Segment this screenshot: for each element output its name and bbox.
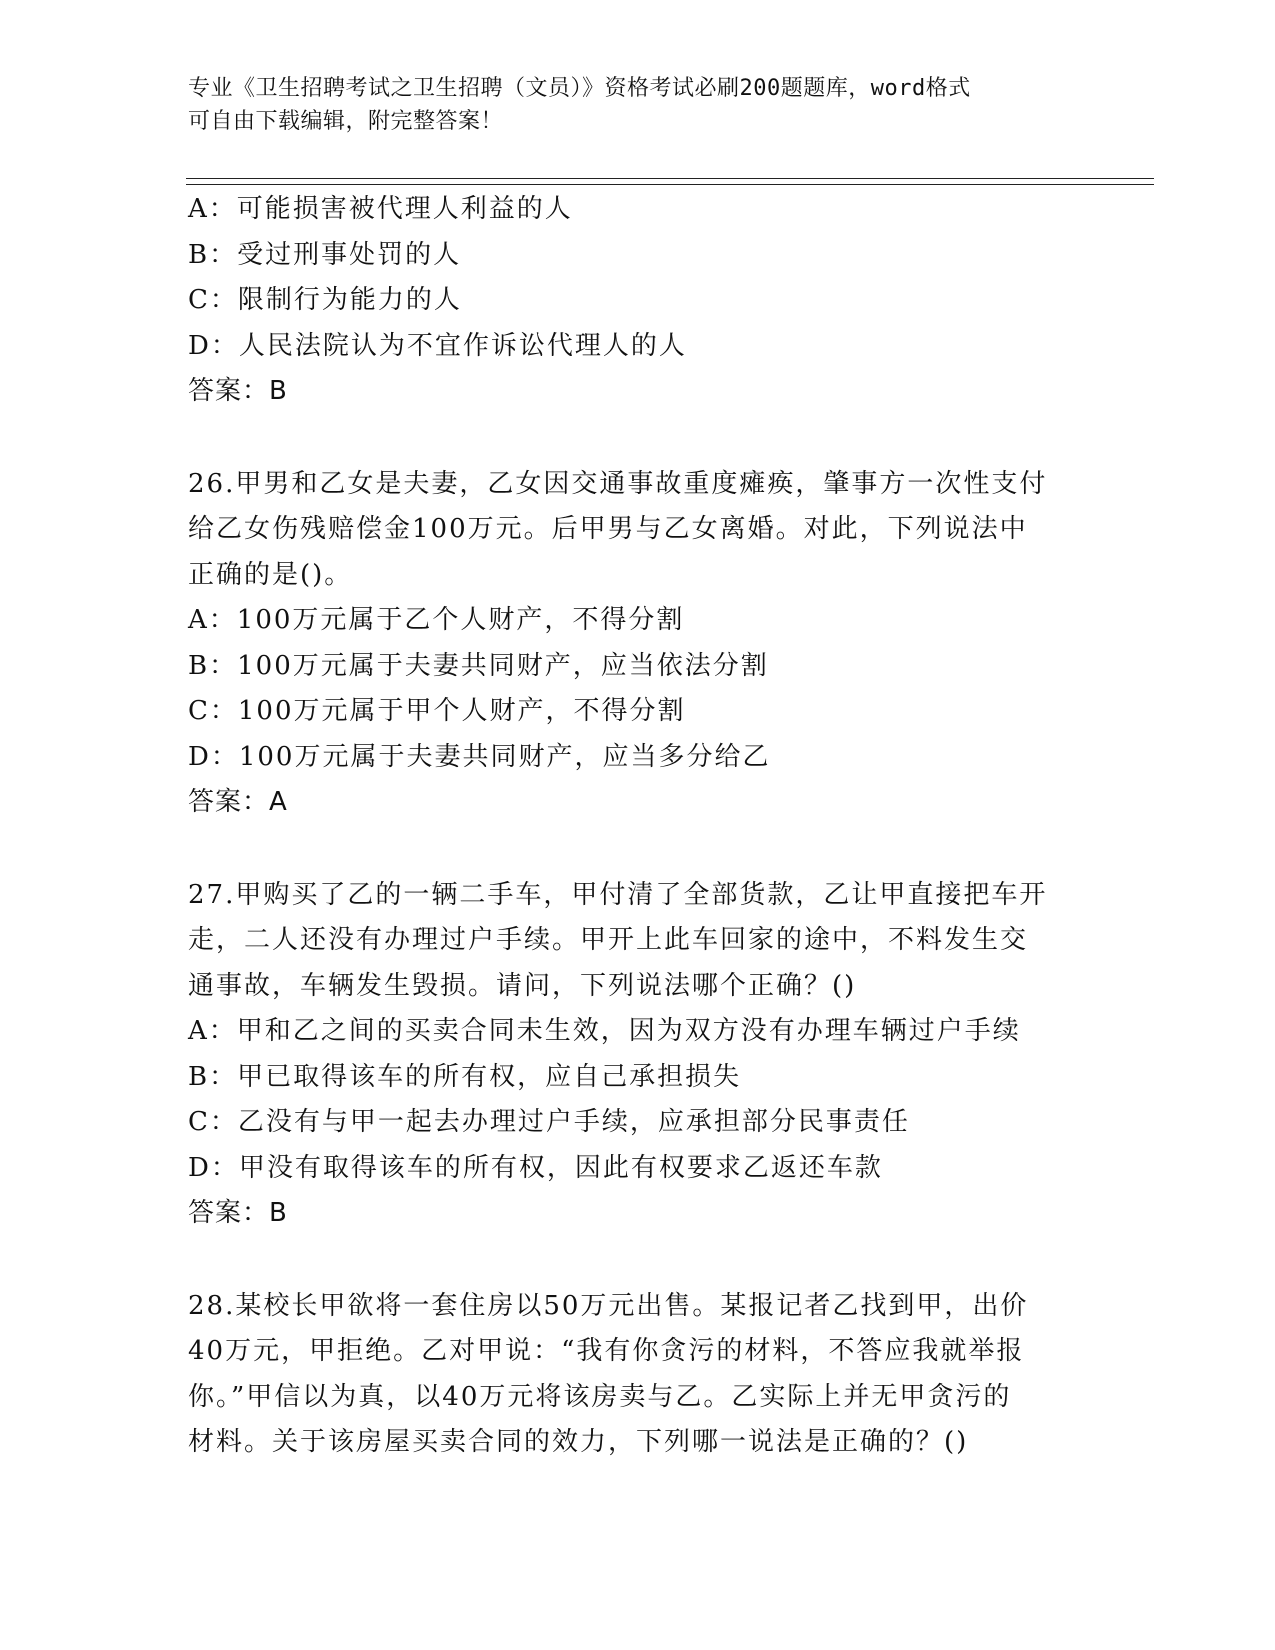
question-stem-line: 28.某校长甲欲将一套住房以50万元出售。某报记者乙找到甲，出价 xyxy=(188,1290,1029,1321)
header-divider-bottom xyxy=(186,184,1154,185)
question-stem-line: 通事故，车辆发生毁损。请问，下列说法哪个正确？() xyxy=(188,970,857,1001)
page-header xyxy=(188,72,1068,138)
question-stem-line: 走，二人还没有办理过户手续。甲开上此车回家的途中，不料发生交 xyxy=(188,925,1029,955)
question-27 xyxy=(188,873,1088,1237)
question-stem-line: 你。”甲信以为真，以40万元将该房卖与乙。乙实际上并无甲贪污的 xyxy=(188,1381,1012,1412)
question-stem-line: 27.甲购买了乙的一辆二手车，甲付清了全部货款，乙让甲直接把车开 xyxy=(188,879,1048,910)
document-body xyxy=(188,187,1088,1466)
question-28 xyxy=(188,1284,1088,1466)
option-a: A：甲和乙之间的买卖合同未生效，因为双方没有办理车辆过户手续 xyxy=(188,1016,1021,1046)
option-d: D：甲没有取得该车的所有权，因此有权要求乙返还车款 xyxy=(188,1152,883,1183)
option-c: C：限制行为能力的人 xyxy=(188,285,462,315)
option-b: B：甲已取得该车的所有权，应自己承担损失 xyxy=(188,1061,742,1092)
option-d: D：100万元属于夫妻共同财产，应当多分给乙 xyxy=(188,741,771,772)
answer-line: 答案：A xyxy=(188,787,288,817)
question-stem-line: 正确的是()。 xyxy=(188,559,353,590)
header-divider-top xyxy=(186,178,1154,179)
option-a: A：100万元属于乙个人财产，不得分割 xyxy=(188,605,685,635)
option-c: C：100万元属于甲个人财产，不得分割 xyxy=(188,696,686,726)
question-25-tail xyxy=(188,187,1088,415)
question-stem-line: 40万元，甲拒绝。乙对甲说：“我有你贪污的材料，不答应我就举报 xyxy=(188,1336,1025,1366)
answer-line: 答案：B xyxy=(188,376,288,406)
option-a: A：可能损害被代理人利益的人 xyxy=(188,194,573,224)
option-b: B：100万元属于夫妻共同财产，应当依法分割 xyxy=(188,650,769,681)
question-stem-line: 给乙女伤残赔偿金100万元。后甲男与乙女离婚。对此，下列说法中 xyxy=(188,514,1028,544)
answer-line: 答案：B xyxy=(188,1198,288,1228)
question-26 xyxy=(188,462,1088,826)
header-line-2: 可自由下载编辑，附完整答案！ xyxy=(188,109,504,134)
question-stem-line: 26.甲男和乙女是夫妻，乙女因交通事故重度瘫痪，肇事方一次性支付 xyxy=(188,468,1048,499)
option-b: B：受过刑事处罚的人 xyxy=(188,239,462,270)
question-stem-line: 材料。关于该房屋买卖合同的效力，下列哪一说法是正确的？() xyxy=(188,1427,969,1457)
option-c: C：乙没有与甲一起去办理过户手续，应承担部分民事责任 xyxy=(188,1107,910,1137)
header-line-1: 专业《卫生招聘考试之卫生招聘（文员）》资格考试必刷200题题库，word格式 xyxy=(188,76,971,101)
option-d: D：人民法院认为不宜作诉讼代理人的人 xyxy=(188,330,687,361)
